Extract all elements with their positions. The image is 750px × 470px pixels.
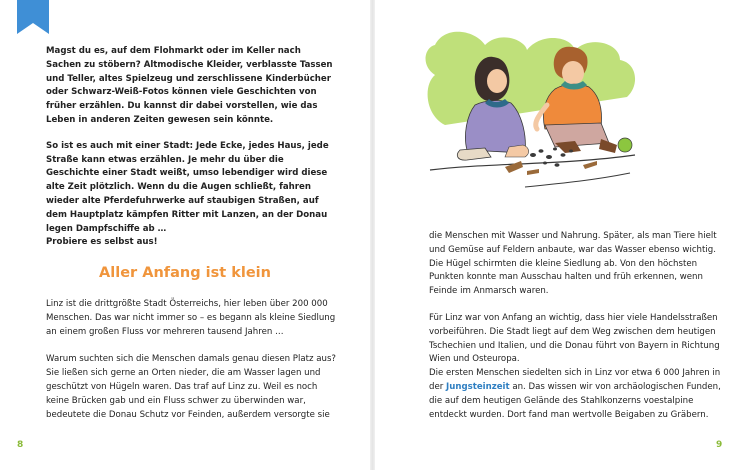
apple	[618, 138, 632, 152]
page-number-left: 8	[17, 440, 24, 450]
bush-shape	[426, 32, 636, 125]
paragraph-text: Die ersten Menschen siedelten sich in Linz vor etwa 6 000 Jahren in der	[429, 368, 721, 392]
section-heading: Aller Anfang ist klein	[99, 265, 271, 281]
intro-call-to-action: Probiere es selbst aus!	[46, 237, 158, 248]
body-paragraph: Warum suchten sich die Menschen damals genau diesen Platz aus? Sie ließen sich gerne an Orten nieder, die am Wasser lagen und geschützt von Hügeln waren. Das traf auf Linz zu. Weil es noch keine Brücken gab und ein Fluss schwer zu überwinden war, bedeutete die Donau Schutz vor Feinden, außerdem versorgte sie	[46, 354, 336, 420]
glossary-term-jungsteinzeit[interactable]: Jungsteinzeit	[446, 381, 510, 392]
body-paragraph: Linz ist die drittgrößte Stadt Österreichs, hier leben über 200 000 Menschen. Das war nicht immer so – es begann als kleine Siedlung an einem großen Fluss vor mehreren tausend Jahren …	[46, 299, 336, 337]
paragraph-text: an. Das wissen wir von archäologischen Funden, die auf dem heutigen Gelände des Stahlkonzerns voestalpine entdeckt wurden. Dort fand man wertvolle Beigaben zu Gräbern.	[429, 381, 721, 420]
intro-paragraph: Magst du es, auf dem Flohmarkt oder im Keller nach Sachen zu stöbern? Altmodische Kleider, verblasste Tassen und Teller, altes Spielzeug und zerschlissene Kinderbücher oder Schwarz-Weiß-Fotos können viele Geschichten von früher erzählen. Du kannst dir dabei vorstellen, wie das Leben in anderen Zeiten gewesen sein könnte.	[46, 46, 333, 125]
body-text-left	[46, 298, 340, 436]
body-paragraph: Für Linz war von Anfang an wichtig, dass hier viele Handelsstraßen vorbeiführen. Die Stadt liegt auf dem Weg zwischen dem heutigen Tschechien und Italien, und die Donau führt von Bayern in Richtung Wien und Osteuropa.	[429, 312, 720, 365]
bookmark-ribbon-icon[interactable]	[17, 0, 49, 34]
body-paragraph: die Menschen mit Wasser und Nahrung. Später, als man Tiere hielt und Gemüse auf Feldern anbaute, war das Wasser ebenso wichtig. Die Hügel schirmten die kleine Siedlung ab. Von den höchsten Punkten konnte man Ausschau halten und früh erkennen, wenn Feinde im Anmarsch waren.	[429, 231, 717, 297]
children-sorting-stones-illustration	[405, 5, 650, 210]
intro-paragraph: So ist es auch mit einer Stadt: Jede Ecke, jedes Haus, jede Straße kann etwas erzählen. Je mehr du über die Geschichte einer Stadt weißt, umso lebendiger wird diese alte Zeit plötzlich. Wenn du die Augen schließt, fahren wieder alte Pferdefuhrwerke auf staubigen Straßen, auf dem Hauptplatz kämpfen Ritter mit Lanzen, an der Donau legen Dampfschiffe ab …	[46, 140, 329, 234]
body-text-right	[429, 230, 729, 435]
body-paragraph	[429, 367, 729, 422]
intro-text	[46, 45, 336, 262]
left-page	[0, 0, 370, 470]
page-number-right: 9	[716, 440, 723, 450]
